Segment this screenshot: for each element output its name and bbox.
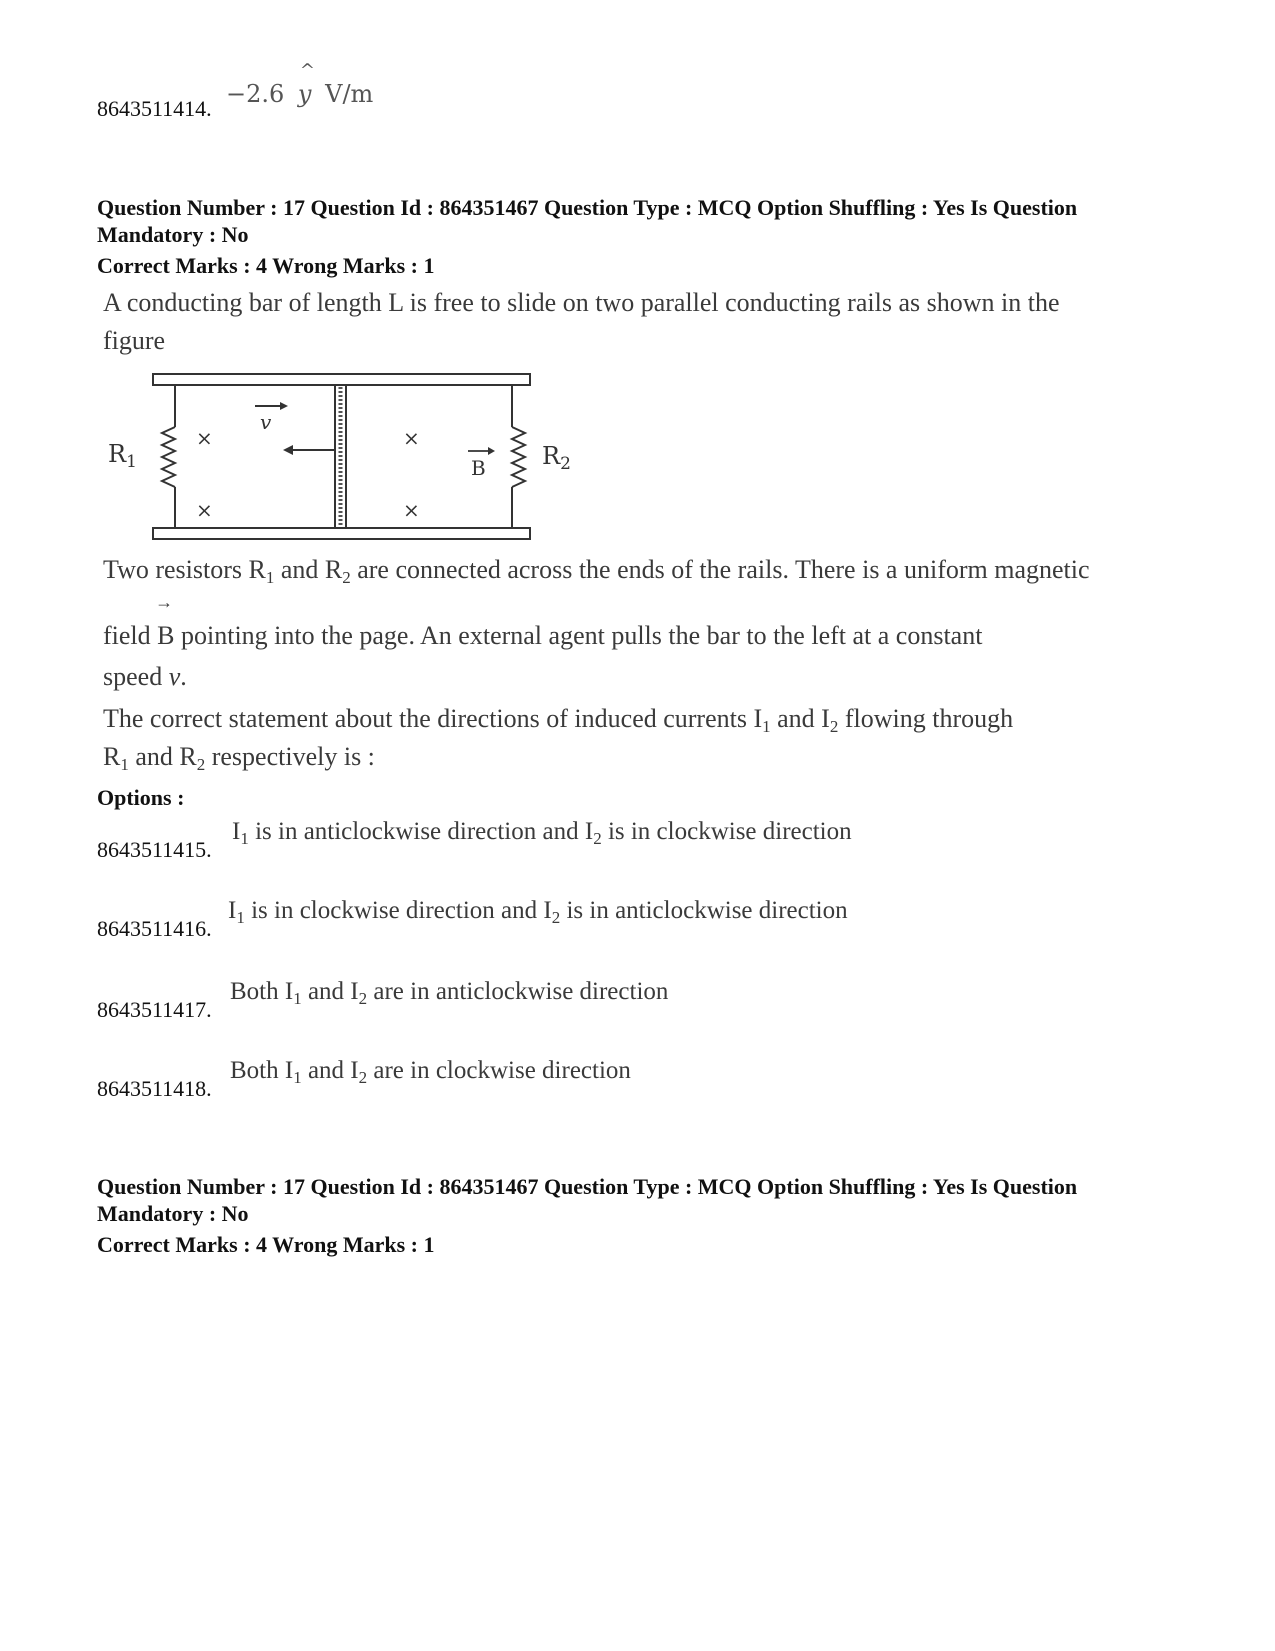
label-r1 [108,440,137,472]
vector-b [155,592,175,655]
paragraph-resistors [103,551,1123,589]
option-4-id: 8643511418. [97,1076,212,1101]
vector-b-letter: B [157,621,175,650]
option-4-text-1: Both I [230,1057,294,1084]
rails-figure [100,365,600,550]
para5-l1-text-2: and I [770,704,830,733]
field-cross-1: × [196,426,213,450]
option-2-sub-1: 1 [236,908,245,927]
label-r2-sub: 2 [560,454,571,474]
para4-v: v [168,662,181,691]
prev-option-unit: V/m [325,80,374,108]
bottom-rail [153,528,530,539]
field-cross-3: × [196,498,213,522]
hat-mark: ^ [299,60,316,81]
question-header-line1: Question Number : 17 Question Id : 864351467 Question Type : MCQ Option Shuffling : Yes Is Question [97,195,1078,220]
field-cross-4: × [403,498,420,522]
top-rail [153,374,530,385]
label-v: v [260,410,272,434]
option-3-id: 8643511417. [97,997,212,1022]
option-1-sub-1: 1 [240,829,249,848]
para5-l2-text-1: R [103,742,121,771]
option-3-text-1: Both I [230,978,294,1005]
next-question-header-line2: Mandatory : No [97,1201,249,1226]
question-header [97,194,1157,248]
option-3-sub-1: 1 [293,989,302,1008]
prev-option-number: −2.6 [226,80,285,108]
option-4-sub-2: 2 [358,1068,368,1087]
option-4-sub-1: 1 [293,1068,302,1087]
option-1-text-2: is in anticlockwise direction and I [248,818,594,845]
option-2-text-1: I [228,897,237,924]
option-2-id: 8643511416. [97,916,212,941]
option-1-id: 8643511415. [97,837,212,862]
option-4-text-3: are in clockwise direction [367,1057,631,1084]
paragraph-statement [103,700,1123,776]
para5-l1-text-1: The correct statement about the directions of induced currents I [103,704,763,733]
resistor-r1 [162,427,175,487]
option-1[interactable] [97,816,997,866]
option-3[interactable] [97,976,997,1026]
option-1-sub-2: 2 [593,829,602,848]
field-cross-2: × [403,426,420,450]
para2-sub-2: 2 [342,568,351,587]
option-1-text-1: I [232,818,241,845]
para5-l2-text-2: and R [128,742,197,771]
option-4-text [230,1057,631,1085]
option-2-text-2: is in clockwise direction and I [244,897,552,924]
option-3-sub-2: 2 [358,989,368,1008]
next-question-marks: Correct Marks : 4 Wrong Marks : 1 [97,1232,435,1257]
option-3-text-2: and I [301,978,359,1005]
prev-option-id: 8643511414. [97,96,212,121]
para2-text-3: are connected across the ends of the rails. There is a uniform magnetic [350,555,1090,584]
option-1-text-3: is in clockwise direction [601,818,852,845]
question-marks: Correct Marks : 4 Wrong Marks : 1 [97,253,435,278]
para2-text-1: Two resistors R [103,555,266,584]
para5-l2-sub-1: 1 [120,755,129,774]
option-3-text [230,978,668,1006]
option-4-text-2: and I [301,1057,359,1084]
para5-line1 [103,700,1123,738]
question-text-line2: figure [103,326,166,355]
para5-l1-text-3: flowing through [838,704,1014,733]
option-2-sub-2: 2 [551,908,561,927]
para4-text-2: . [180,662,187,691]
next-question-header [97,1173,1157,1227]
paragraph-speed [103,658,187,696]
option-2-text [228,897,848,925]
option-2[interactable] [97,895,997,945]
para2-sub-1: 1 [265,568,275,587]
prev-option-var: y [297,80,312,108]
label-b: B [471,456,486,480]
paragraph-field [103,592,1123,655]
option-3-text-3: are in anticlockwise direction [367,978,669,1005]
para2-text-2: and R [274,555,343,584]
para5-l1-sub-1: 1 [762,717,771,736]
prev-option-value [226,60,374,108]
question-header-line2: Mandatory : No [97,222,249,247]
para5-l2-text-3: respectively is : [205,742,375,771]
resistor-r2 [512,427,525,487]
para4-text-1: speed [103,662,169,691]
para3-text-2: pointing into the page. An external agent pulls the bar to the left at a constant [174,621,983,650]
vector-b-arrow: → [155,592,174,612]
para5-l1-sub-2: 2 [829,717,839,736]
para5-l2-sub-2: 2 [196,755,206,774]
label-r1-sub: 1 [126,452,137,472]
label-r1-letter: R [108,440,127,468]
option-4[interactable] [97,1055,997,1105]
para5-line2 [103,738,1123,776]
para3-text-1: field [103,621,158,650]
question-text [103,284,1123,360]
question-text-line1: A conducting bar of length L is free to slide on two parallel conducting rails as shown in the [103,288,1060,317]
label-r2 [542,442,571,474]
next-question-header-line1: Question Number : 17 Question Id : 864351467 Question Type : MCQ Option Shuffling : Yes Is Question [97,1174,1078,1199]
options-label: Options : [97,785,185,810]
label-r2-letter: R [542,442,561,470]
option-1-text [232,818,852,846]
option-2-text-3: is in anticlockwise direction [560,897,848,924]
